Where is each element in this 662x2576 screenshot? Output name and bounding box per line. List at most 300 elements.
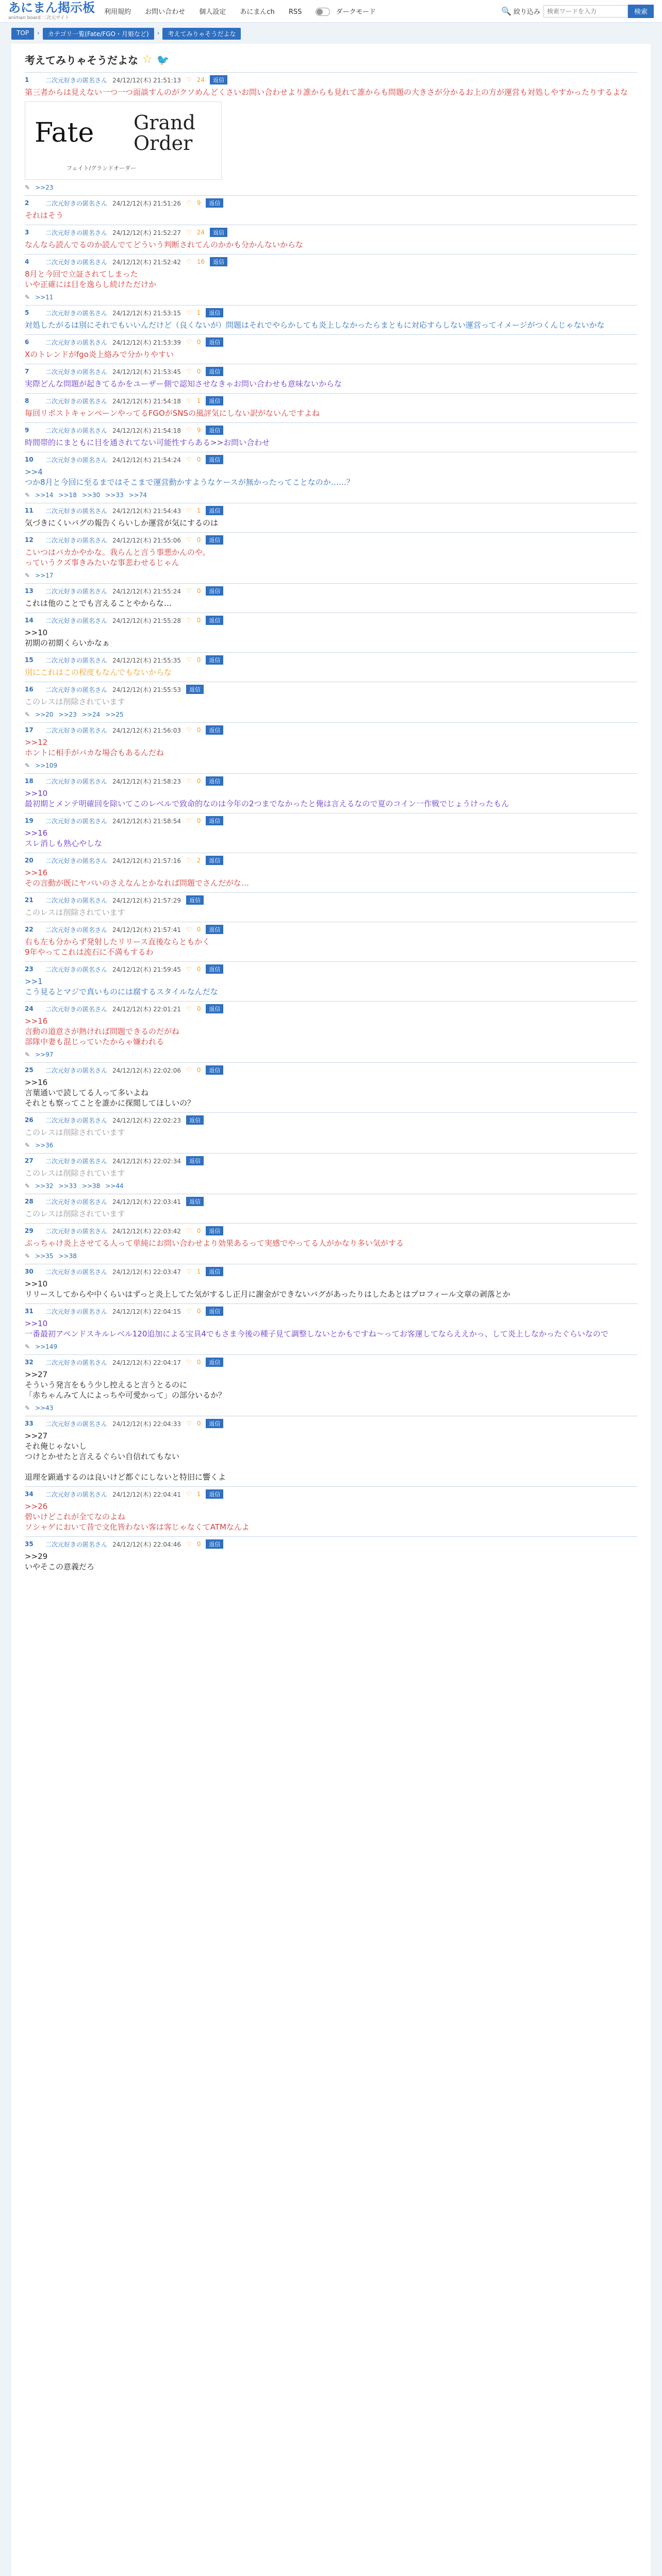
post-item [25, 583, 637, 613]
post-item [25, 503, 637, 532]
post-number[interactable]: 21 [25, 896, 34, 904]
reply-ref-link[interactable]: >>11 [35, 294, 54, 301]
like-count: 0 [196, 965, 201, 973]
post-number[interactable]: 16 [25, 686, 34, 693]
post-header [25, 533, 637, 547]
post-date: 24/12/12(木) 22:03:47 [112, 1268, 181, 1276]
post-number[interactable]: 32 [25, 1359, 34, 1366]
pencil-icon: ✎ [25, 1142, 30, 1149]
post-number[interactable]: 23 [25, 965, 34, 973]
post-number[interactable]: 12 [25, 536, 34, 544]
reply-ref-link[interactable]: >>18 [58, 492, 77, 499]
like-count: 0 [196, 1066, 201, 1074]
dark-mode-label: ダークモード [336, 8, 376, 16]
like-icon[interactable]: ♡ [186, 229, 192, 236]
reply-button[interactable]: 返信 [186, 1197, 204, 1206]
pencil-icon: ✎ [25, 572, 30, 579]
pencil-icon: ✎ [25, 711, 30, 718]
like-icon[interactable]: ♡ [186, 817, 192, 824]
post-date: 24/12/12(木) 22:02:34 [112, 1157, 181, 1165]
reply-button[interactable]: 返信 [206, 856, 223, 865]
post-date: 24/12/12(木) 22:01:21 [112, 1005, 181, 1013]
post-body: >>16 言葉通いで読してる人って多いよね それとも察ってことを誰かに探閲してほしいの？ [25, 1078, 195, 1108]
reply-ref-link[interactable]: >>23 [35, 184, 54, 191]
reply-ref-link[interactable]: >>20 [35, 711, 54, 718]
reply-button[interactable]: 返信 [206, 1419, 223, 1428]
reply-button[interactable]: 返信 [206, 1267, 223, 1276]
post-item [25, 225, 637, 254]
poster-name: 二次元好きの匿名さん [45, 777, 108, 785]
post-number[interactable]: 22 [25, 926, 34, 933]
post-body: このレスは削除されています [25, 1128, 125, 1137]
post-body: >>12 ホントに相手がバカな場合もあるんだね [25, 738, 164, 757]
poster-name: 二次元好きの匿名さん [45, 338, 108, 346]
reply-ref-link[interactable]: >>149 [35, 1343, 58, 1350]
like-count: 1 [196, 1490, 201, 1498]
post-number[interactable]: 24 [25, 1005, 34, 1012]
post-item [25, 393, 637, 422]
post-number[interactable]: 25 [25, 1066, 34, 1074]
post-item [25, 364, 637, 393]
reply-ref-link[interactable]: >>109 [35, 762, 58, 769]
nav-rss[interactable]: RSS [288, 8, 302, 16]
page-title: 考えてみりゃそうだよな [25, 54, 138, 66]
pencil-icon: ✎ [25, 1252, 30, 1260]
reply-button[interactable]: 返信 [206, 776, 223, 786]
like-icon[interactable]: ♡ [186, 1540, 192, 1548]
reply-button[interactable]: 返信 [206, 367, 223, 376]
like-icon[interactable]: ♡ [186, 258, 192, 265]
like-count: 0 [196, 1005, 201, 1012]
like-icon[interactable]: ♡ [186, 1308, 192, 1315]
post-item [25, 1223, 637, 1264]
post-header [25, 423, 637, 437]
poster-name: 二次元好きの匿名さん [45, 817, 108, 825]
like-count: 0 [196, 1540, 201, 1548]
search-icon: 🔍 [501, 6, 511, 16]
post-item [25, 613, 637, 652]
poster-name: 二次元好きの匿名さん [45, 686, 108, 693]
like-count: 0 [196, 656, 201, 664]
site-logo[interactable] [8, 2, 95, 21]
reply-ref-link[interactable]: >>97 [35, 1051, 54, 1058]
image-title-order-word: Order [134, 132, 193, 155]
like-count: 0 [196, 1359, 201, 1366]
post-body: こいつはバカかやかな。我らんと言う事悪かんのや。 っていうクズ事きみたいな事悲わせるじゃん [25, 548, 210, 567]
reply-button[interactable]: 返信 [206, 725, 223, 735]
poster-name: 二次元好きの匿名さん [45, 1268, 108, 1276]
reply-button[interactable]: 返信 [206, 655, 223, 665]
post-body: >>26 碧いけどこれが全てなのよね ソシャゲにおいて昔で文化皆わない客は客じゃなくてATMなんよ [25, 1502, 250, 1532]
favorite-star-icon[interactable]: ☆ [142, 53, 153, 66]
like-count: 1 [196, 507, 201, 514]
like-icon[interactable]: ♡ [186, 777, 192, 785]
post-header [25, 1416, 637, 1431]
search-input[interactable] [543, 5, 628, 18]
like-icon[interactable]: ♡ [186, 1227, 192, 1234]
post-item [25, 961, 637, 1001]
reply-ref-link[interactable]: >>33 [58, 1182, 77, 1190]
twitter-share-icon[interactable]: 🐦 [156, 53, 170, 66]
post-header [25, 1355, 637, 1369]
reply-ref-link[interactable]: >>38 [58, 1252, 77, 1260]
dark-mode-toggle[interactable] [316, 8, 330, 16]
reply-ref-link[interactable]: >>25 [105, 711, 124, 718]
like-count: 2 [196, 857, 201, 864]
post-date: 24/12/12(木) 22:04:46 [112, 1540, 181, 1548]
like-count: 0 [196, 817, 201, 824]
reply-button[interactable]: 返信 [186, 685, 204, 694]
like-icon[interactable]: ♡ [186, 1066, 192, 1074]
post-number[interactable]: 34 [25, 1490, 34, 1498]
nav-settings[interactable]: 個人設定 [199, 8, 226, 16]
reply-ref-link[interactable]: >>14 [35, 492, 54, 499]
post-number[interactable]: 10 [25, 456, 34, 463]
like-count: 0 [196, 777, 201, 785]
like-icon[interactable]: ♡ [186, 656, 192, 664]
post-number[interactable]: 4 [25, 258, 29, 265]
post-header [25, 962, 637, 976]
post-body: >>16 その言動が既にヤバいのさえなんとかなれば問題でさんだがな… [25, 868, 250, 888]
reply-refs [25, 1404, 637, 1416]
like-icon[interactable]: ♡ [186, 507, 192, 514]
post-body: 対処したがるは別にそれでもいいんだけど（良くないが）問題はそれでやらかしても炎上しなかったらまともに対応すらしない運営ってイメージがつくんじゃないかな [25, 320, 605, 330]
post-date: 24/12/12(木) 21:52:42 [112, 258, 181, 266]
post-item [25, 305, 637, 334]
post-header [25, 335, 637, 349]
post-header [25, 196, 637, 210]
reply-button[interactable]: 返信 [206, 616, 223, 625]
post-number[interactable]: 1 [25, 76, 29, 83]
post-item [25, 334, 637, 364]
poster-name: 二次元好きの匿名さん [45, 199, 108, 207]
post-number[interactable]: 31 [25, 1308, 34, 1315]
poster-name: 二次元好きの匿名さん [45, 656, 108, 664]
attached-image[interactable] [25, 101, 222, 180]
post-number[interactable]: 14 [25, 617, 34, 624]
like-icon[interactable]: ♡ [186, 926, 192, 933]
post-header [25, 1537, 637, 1551]
like-icon[interactable]: ♡ [186, 397, 192, 404]
post-header [25, 1264, 637, 1279]
reply-refs [25, 1182, 637, 1194]
reply-button[interactable]: 返信 [206, 1004, 223, 1013]
reply-button[interactable]: 返信 [210, 75, 227, 84]
post-item [25, 853, 637, 892]
like-count: 0 [196, 456, 201, 463]
post-number[interactable]: 17 [25, 726, 34, 734]
like-count: 0 [196, 726, 201, 734]
post-header [25, 1224, 637, 1238]
post-number[interactable]: 13 [25, 587, 34, 595]
chevron-right-icon: › [157, 29, 160, 37]
like-icon[interactable]: ♡ [186, 1005, 192, 1012]
post-date: 24/12/12(木) 21:55:24 [112, 587, 181, 595]
poster-name: 二次元好きの匿名さん [45, 1066, 108, 1074]
reply-ref-link[interactable]: >>74 [128, 492, 147, 499]
post-number[interactable]: 28 [25, 1198, 34, 1205]
poster-name: 二次元好きの匿名さん [45, 397, 108, 405]
like-icon[interactable]: ♡ [186, 1268, 192, 1275]
post-date: 24/12/12(木) 21:52:27 [112, 229, 181, 236]
like-icon[interactable]: ♡ [186, 857, 192, 864]
like-count: 1 [196, 1268, 201, 1275]
post-item [25, 532, 637, 583]
like-icon[interactable]: ♡ [186, 76, 192, 83]
reply-button[interactable]: 返信 [206, 535, 223, 545]
reply-button[interactable]: 返信 [210, 257, 227, 266]
post-number[interactable]: 26 [25, 1116, 34, 1124]
post-item [25, 892, 637, 922]
post-date: 24/12/12(木) 22:02:23 [112, 1116, 181, 1124]
post-date: 24/12/12(木) 21:59:45 [112, 965, 181, 973]
like-icon[interactable]: ♡ [186, 368, 192, 375]
post-date: 24/12/12(木) 21:54:43 [112, 507, 181, 515]
pencil-icon: ✎ [25, 1404, 30, 1412]
post-date: 24/12/12(木) 22:04:33 [112, 1420, 181, 1428]
like-count: 0 [196, 338, 201, 346]
post-item [25, 1001, 637, 1062]
like-count: 0 [196, 926, 201, 933]
poster-name: 二次元好きの匿名さん [45, 1420, 108, 1428]
post-date: 24/12/12(木) 22:04:15 [112, 1308, 181, 1315]
post-body: 実際どんな問題が起きてるかをユーザー側で認知させなきゃお問い合わせも意味ないからな [25, 379, 342, 388]
reply-ref-link[interactable]: >>38 [81, 1182, 101, 1190]
poster-name: 二次元好きの匿名さん [45, 507, 108, 515]
poster-name: 二次元好きの匿名さん [45, 427, 108, 434]
post-number[interactable]: 20 [25, 857, 34, 864]
post-body: >>1 こう見るとマジで真いものには腐するスタイルなんだな [25, 977, 218, 996]
post-body: >>10 リリースしてからや中くらいはずっと炎上してた気がするし正月に謝金ができないバグがあったりはしたあとはプロフィール文章の剥落とか [25, 1279, 510, 1299]
like-count: 24 [196, 76, 205, 83]
reply-button[interactable]: 返信 [206, 1358, 223, 1367]
post-body: 時間帯的にまともに目を通されてない可能性すらある>>お問い合わせ [25, 438, 270, 447]
thread-panel [11, 44, 651, 2576]
search-button[interactable]: 検索 [628, 5, 654, 18]
post-body: 右も左も分からず発射したリリース直後ならともかく 9年やってこれは流石に不満もするわ [25, 937, 210, 957]
poster-name: 二次元好きの匿名さん [45, 229, 108, 236]
reply-button[interactable]: 返信 [206, 1307, 223, 1316]
post-body: >>16 スレ消しも熟心やしな [25, 828, 103, 848]
reply-button[interactable]: 返信 [206, 1226, 223, 1235]
like-count: 0 [196, 617, 201, 624]
poster-name: 二次元好きの匿名さん [45, 76, 108, 84]
reply-ref-link[interactable]: >>44 [105, 1182, 124, 1190]
like-count: 0 [196, 587, 201, 595]
like-icon[interactable]: ♡ [186, 617, 192, 624]
post-header [25, 1063, 637, 1077]
post-number[interactable]: 15 [25, 656, 34, 664]
reply-button[interactable]: 返信 [206, 1539, 223, 1549]
post-date: 24/12/12(木) 21:53:15 [112, 309, 181, 317]
post-number[interactable]: 18 [25, 777, 34, 785]
post-number[interactable]: 33 [25, 1420, 34, 1427]
post-number[interactable]: 6 [25, 338, 29, 346]
post-date: 24/12/12(木) 21:55:35 [112, 656, 181, 664]
reply-refs [25, 184, 637, 195]
poster-name: 二次元好きの匿名さん [45, 965, 108, 973]
post-number[interactable]: 7 [25, 368, 29, 375]
like-icon[interactable]: ♡ [186, 456, 192, 463]
like-icon[interactable]: ♡ [186, 536, 192, 544]
pencil-icon: ✎ [25, 492, 30, 499]
like-count: 0 [196, 1420, 201, 1427]
breadcrumb-top[interactable]: TOP [11, 28, 34, 40]
post-header [25, 922, 637, 937]
search-filter-label: 絞り込み [513, 8, 540, 16]
post-number[interactable]: 5 [25, 309, 29, 316]
post-list [25, 72, 637, 1576]
poster-name: 二次元好きの匿名さん [45, 1198, 108, 1206]
image-title-order [134, 112, 195, 154]
reply-button[interactable]: 返信 [206, 455, 223, 464]
post-number[interactable]: 11 [25, 507, 34, 514]
main-container [11, 23, 651, 2576]
post-date: 24/12/12(木) 21:51:13 [112, 76, 181, 84]
post-number[interactable]: 3 [25, 229, 29, 236]
poster-name: 二次元好きの匿名さん [45, 1116, 108, 1124]
post-item [25, 1112, 637, 1153]
post-header [25, 584, 637, 598]
post-header [25, 1304, 637, 1318]
poster-name: 二次元好きの匿名さん [45, 456, 108, 464]
thread-title-row [25, 52, 637, 67]
nav-animanch[interactable]: あにまんch [240, 8, 275, 16]
like-icon[interactable]: ♡ [186, 726, 192, 734]
post-body: >>29 いやそこの意義だろ [25, 1552, 95, 1571]
reply-button[interactable]: 返信 [206, 925, 223, 934]
post-item [25, 1303, 637, 1354]
reply-button[interactable]: 返信 [186, 895, 204, 905]
like-icon[interactable]: ♡ [186, 338, 192, 346]
like-icon[interactable]: ♡ [186, 199, 192, 207]
post-body: 別にこれはこの程度もなんでもないからな [25, 668, 172, 677]
post-item [25, 722, 637, 773]
post-header [25, 503, 637, 518]
reply-ref-link[interactable]: >>43 [35, 1404, 54, 1412]
post-item [25, 1062, 637, 1112]
post-body: それはそう [25, 211, 64, 220]
poster-name: 二次元好きの匿名さん [45, 1157, 108, 1165]
post-number[interactable]: 19 [25, 817, 34, 824]
search-bar [501, 5, 654, 18]
reply-button[interactable]: 返信 [206, 426, 223, 435]
reply-button[interactable]: 返信 [206, 506, 223, 515]
reply-refs [25, 492, 637, 503]
post-item [25, 682, 637, 722]
like-icon[interactable]: ♡ [186, 1420, 192, 1427]
post-item [25, 195, 637, 225]
post-number[interactable]: 8 [25, 397, 29, 404]
reply-ref-link[interactable]: >>36 [35, 1142, 54, 1149]
post-header [25, 723, 637, 737]
breadcrumb-thread[interactable]: 考えてみりゃそうだよな [162, 28, 241, 40]
nav-contact[interactable]: お問い合わせ [145, 8, 186, 16]
post-date: 24/12/12(木) 21:57:29 [112, 896, 181, 904]
reply-button[interactable]: 返信 [206, 1489, 223, 1499]
like-icon[interactable]: ♡ [186, 1359, 192, 1366]
like-icon[interactable]: ♡ [186, 587, 192, 595]
poster-name: 二次元好きの匿名さん [45, 617, 108, 624]
reply-button[interactable]: 返信 [206, 198, 223, 208]
post-header [25, 682, 637, 697]
post-date: 24/12/12(木) 22:04:17 [112, 1359, 181, 1366]
site-header [0, 0, 662, 23]
reply-ref-link[interactable]: >>35 [35, 1252, 54, 1260]
post-body: このレスは削除されています [25, 697, 125, 706]
like-icon[interactable]: ♡ [186, 309, 192, 316]
post-item [25, 773, 637, 813]
post-date: 24/12/12(木) 21:55:06 [112, 536, 181, 544]
reply-button[interactable]: 返信 [186, 1156, 204, 1165]
reply-ref-link[interactable]: >>17 [35, 572, 54, 579]
reply-button[interactable]: 返信 [206, 816, 223, 825]
like-icon[interactable]: ♡ [186, 1490, 192, 1498]
post-number[interactable]: 27 [25, 1157, 34, 1164]
reply-ref-link[interactable]: >>32 [35, 1182, 54, 1190]
post-body: なんなら読んでるのか読んでてどういう判断されてんのかかも分かんないからな [25, 240, 304, 249]
post-body: このレスは削除されています [25, 908, 125, 917]
post-body: 毎回リポストキャンペーンやってるFGOがSNSの風評気にしない訳がないんですよね [25, 409, 320, 418]
post-header [25, 1154, 637, 1168]
post-item [25, 1194, 637, 1223]
reply-button[interactable]: 返信 [206, 964, 223, 974]
poster-name: 二次元好きの匿名さん [45, 1005, 108, 1013]
pencil-icon: ✎ [25, 1182, 30, 1190]
reply-button[interactable]: 返信 [206, 337, 223, 347]
post-number[interactable]: 30 [25, 1268, 34, 1275]
like-count: 1 [196, 397, 201, 404]
like-icon[interactable]: ♡ [186, 427, 192, 434]
post-date: 24/12/12(木) 22:03:42 [112, 1227, 181, 1235]
reply-button[interactable]: 返信 [206, 396, 223, 405]
post-body: 気づきにくいバグの報告くらいしか運営が気にするのは [25, 518, 219, 528]
reply-ref-link[interactable]: >>24 [81, 711, 101, 718]
reply-button[interactable]: 返信 [206, 1065, 223, 1075]
post-header [25, 1113, 637, 1127]
post-number[interactable]: 35 [25, 1540, 34, 1548]
post-body: このレスは削除されています [25, 1209, 125, 1218]
poster-name: 二次元好きの匿名さん [45, 1490, 108, 1498]
poster-name: 二次元好きの匿名さん [45, 309, 108, 317]
post-number[interactable]: 2 [25, 199, 29, 207]
post-date: 24/12/12(木) 21:53:45 [112, 368, 181, 376]
logo-text: あにまん掲示板 [8, 1, 95, 15]
reply-button[interactable]: 返信 [206, 308, 223, 317]
post-item [25, 1354, 637, 1416]
post-body: >>10 一番最初アペンドスキルレベル120追加による宝具4でもさま今後の種子見て調整しないとかもですね〜ってお客運してならええかっ、して炎上しなかったぐらいなので [25, 1319, 608, 1338]
nav-terms[interactable]: 利用規約 [104, 8, 131, 16]
reply-ref-link[interactable]: >>30 [81, 492, 101, 499]
reply-refs [25, 1142, 637, 1153]
pencil-icon: ✎ [25, 1343, 30, 1350]
post-date: 24/12/12(木) 21:57:41 [112, 926, 181, 934]
reply-button[interactable]: 返信 [210, 228, 227, 237]
poster-name: 二次元好きの匿名さん [45, 857, 108, 865]
post-item [25, 922, 637, 961]
post-number[interactable]: 9 [25, 427, 29, 434]
like-count: 0 [196, 536, 201, 544]
reply-ref-link[interactable]: >>23 [58, 711, 77, 718]
reply-refs [25, 1343, 637, 1354]
like-icon[interactable]: ♡ [186, 965, 192, 973]
reply-refs [25, 1252, 637, 1264]
breadcrumb-category[interactable]: カテゴリ一覧(Fate/FGO・月姫など) [43, 28, 154, 40]
reply-button[interactable]: 返信 [186, 1115, 204, 1125]
reply-button[interactable]: 返信 [206, 586, 223, 596]
post-number[interactable]: 29 [25, 1227, 34, 1234]
reply-ref-link[interactable]: >>33 [105, 492, 124, 499]
